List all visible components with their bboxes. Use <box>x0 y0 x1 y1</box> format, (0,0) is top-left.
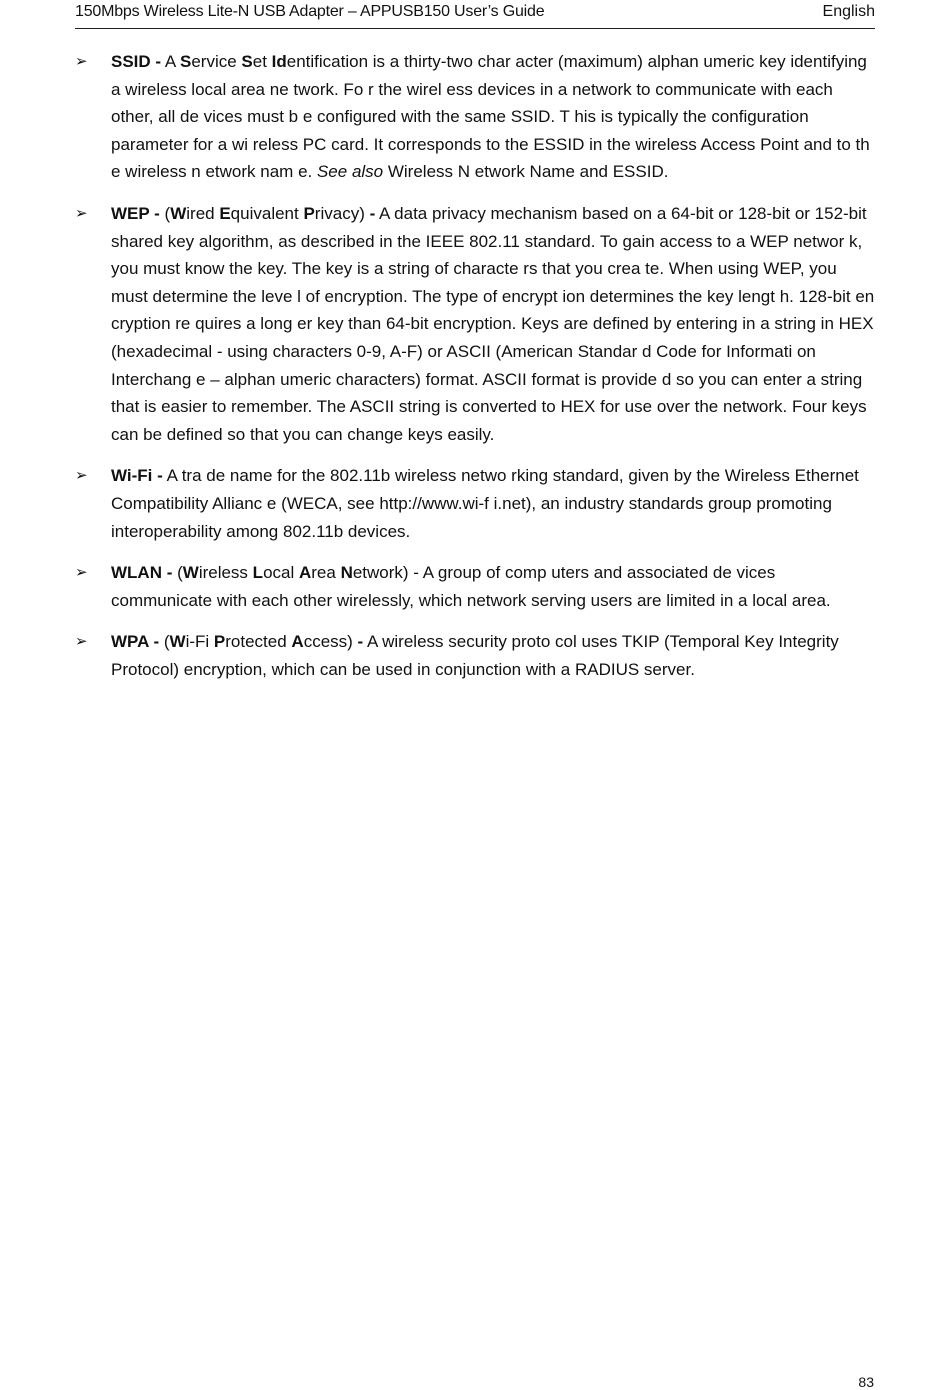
glossary-entry-ssid: ➢ SSID - A Service Set Identification is a thirty-two char acter (maximum) alphan umeric key identifying a wireless local area ne twork. Fo r the wirel ess devices in a network to communicate with each other, all de vices must b e configured with the same SSID. T his is typically the configuration parameter for a wi reless PC card. It corresponds to the ESSID in the wireless Access Point and to th e wireless n etwork nam e. See also Wireless N etwork Name and ESSID. <box>75 48 875 186</box>
arrow-bullet-icon: ➢ <box>75 633 88 651</box>
arrow-bullet-icon: ➢ <box>75 564 88 582</box>
glossary-entry-wifi <box>75 462 875 545</box>
arrow-bullet-icon: ➢ <box>75 204 88 222</box>
see-also-label: See also <box>316 162 384 182</box>
term-wpa: WPA - <box>111 632 160 652</box>
definition-wlan: etwork) - A group of comp uters and associated de vices communicate with each other wirelessly, which network serving users are limited in a local area. <box>111 563 831 610</box>
term-wifi: Wi-Fi - <box>111 466 163 486</box>
term-wep: WEP - <box>111 203 160 223</box>
term-wlan: WLAN - <box>111 563 173 583</box>
glossary-list <box>75 48 875 697</box>
glossary-entry-wep: ➢ WEP - (Wired Equivalent Privacy) - A data privacy mechanism based on a 64-bit or 128-bit or 152-bit shared key algorithm, as described in the IEEE 802.11 standard. To gain access to a WEP networ k, you must know the key. The key is a string of characte rs that you crea te. When using WEP, you must determine the leve l of encryption. The type of encrypt ion determines the key lengt h. 128-bit en cryption re quires a long er key than 64-bit encryption. Keys are defined by entering in a string in HEX (hexadecimal - using characters 0-9, A-F) or ASCII (American Standar d Code for Informati on Interchang e – alphan umeric characters) format. ASCII format is provide d so you can enter a string that is easier to remember. The ASCII string is converted to HEX for use over the network. Four keys can be defined so that you can change keys easily. <box>75 200 875 448</box>
document-title: 150Mbps Wireless Lite-N USB Adapter – APPUSB150 User’s Guide <box>75 3 545 20</box>
glossary-entry-wpa: ➢ WPA - (Wi-Fi Protected Access) - A wireless security proto col uses TKIP (Temporal Key Integrity Protocol) encryption, which can be used in conjunction with a RADIUS server. <box>75 628 875 683</box>
page-number: 83 <box>858 1374 874 1390</box>
term-ssid: SSID - <box>111 52 162 71</box>
definition-wpa: A wireless security proto col uses TKIP (Temporal Key Integrity Protocol) encryption, which can be used in conjunction with a RADIUS server. <box>111 632 839 679</box>
definition-wep: A data privacy mechanism based on a 64-bit or 128-bit or 152-bit shared key algorithm, as described in the IEEE 802.11 standard. To gain access to a WEP networ k, you must know the key. The key is a string of characte rs that you crea te. When using WEP, you must determine the leve l of encryption. The type of encrypt ion determines the key lengt h. 128-bit en cryption re quires a long er key than 64-bit encryption. Keys are defined by entering in a string in HEX (hexadecimal - using characters 0-9, A-F) or ASCII (American Standar d Code for Informati on Interchang e – alphan umeric characters) format. ASCII format is provide d so you can enter a string that is easier to remember. The ASCII string is converted to HEX for use over the network. Four keys can be defined so that you can change keys easily. <box>111 203 875 444</box>
definition-ssid: entification is a thirty-two char acter (maximum) alphan umeric key identifying a wireless local area ne twork. Fo r the wirel ess devices in a network to communicate with each other, all de vices must b e configured with the same SSID. T his is typically the configuration parameter for a wi reless PC card. It corresponds to the ESSID in the wireless Access Point and to th e wireless n etwork nam e. <box>111 52 870 182</box>
definition-wifi: A tra de name for the 802.11b wireless netwo rking standard, given by the Wireless Ethernet Compatibility Allianc e (WECA, see http://www.wi-f i.net), an industry standards group promoting interoperability among 802.11b devices. <box>111 466 859 541</box>
arrow-bullet-icon: ➢ <box>75 467 88 485</box>
glossary-entry-wlan: ➢ WLAN - (Wireless Local Area Network) - A group of comp uters and associated de vices communicate with each other wirelessly, which network serving users are limited in a local area. <box>75 559 875 614</box>
page-header <box>75 0 875 29</box>
arrow-bullet-icon: ➢ <box>75 53 88 70</box>
language-label: English <box>822 3 875 20</box>
